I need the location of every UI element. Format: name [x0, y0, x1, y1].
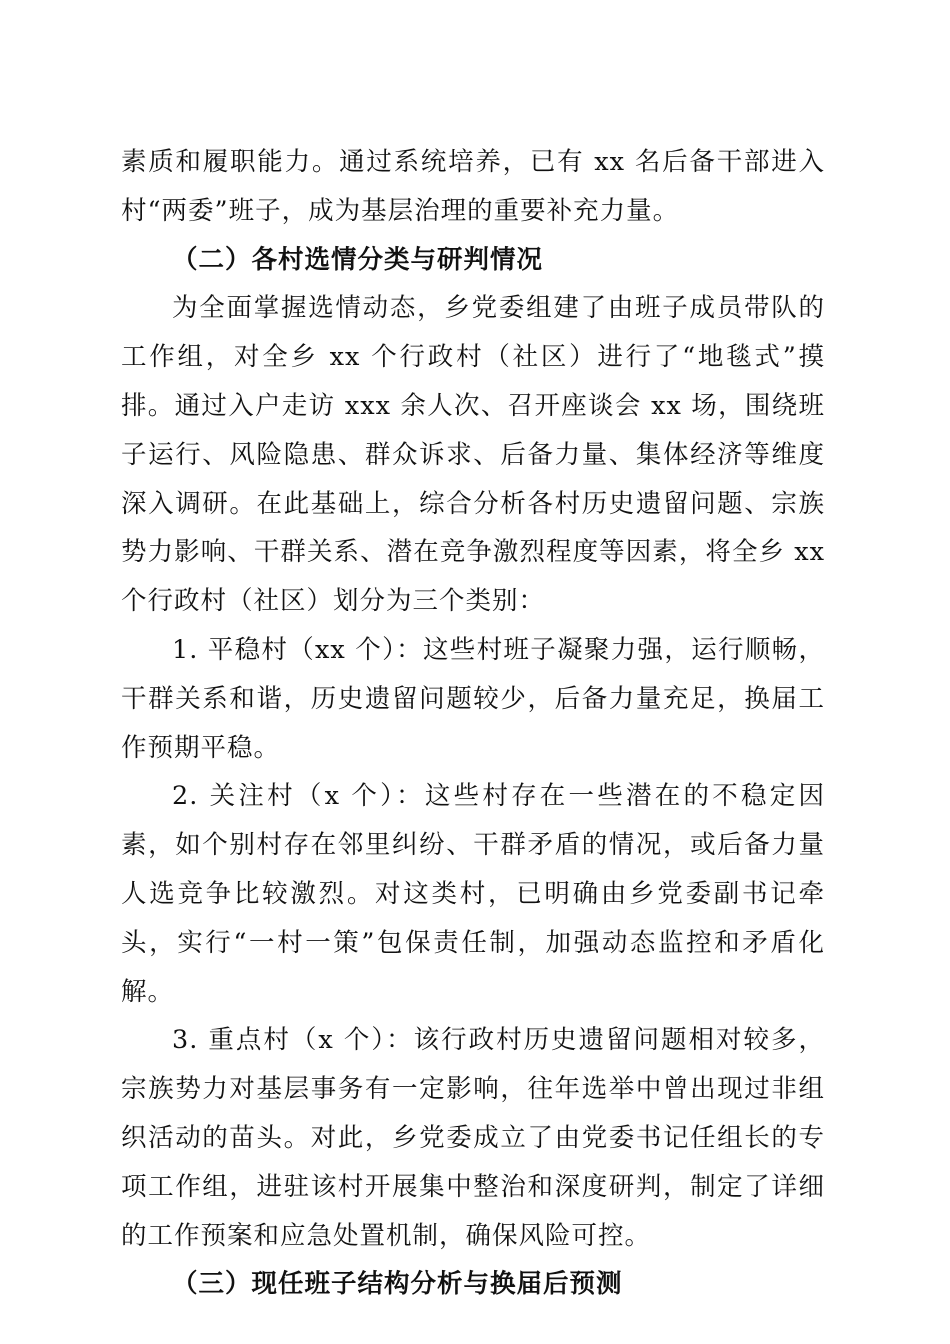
- paragraph-stable-villages: 1. 平稳村（xx 个）：这些村班子凝聚力强，运行顺畅，干群关系和谐，历史遗留问题较少，后备力量充足，换届工作预期平稳。: [121, 634, 825, 763]
- section-heading-3: （三）现任班子结构分析与换届后预测: [172, 1269, 623, 1300]
- document-page: [121, 138, 825, 1309]
- paragraph-key-villages: 3. 重点村（x 个）：该行政村历史遗留问题相对较多，宗族势力对基层事务有一定影响，往年选举中曾出现过非组织活动的苗头。对此，乡党委成立了由党委书记任组长的专项工作组，进驻该村开展集中整治和深度研判，制定了详细的工作预案和应急处置机制，确保风险可控。: [121, 1025, 825, 1251]
- paragraph-continuation: 素质和履职能力。通过系统培养，已有 xx 名后备干部进入村“两委”班子，成为基层治理的重要补充力量。: [121, 147, 825, 226]
- section-heading-2: （二）各村选情分类与研判情况: [172, 244, 544, 275]
- paragraph-survey: 为全面掌握选情动态，乡党委组建了由班子成员带队的工作组，对全乡 xx 个行政村（社区）进行了“地毯式”摸排。通过入户走访 xxx 余人次、召开座谈会 xx 场，围绕班子运行、风险隐患、群众诉求、后备力量、集体经济等维度深入调研。在此基础上，综合分析各村历史遗留问题、宗族势力影响、干群关系、潜在竞争激烈程度等因素，将全乡 xx 个行政村（社区）划分为三个类别：: [121, 293, 825, 617]
- paragraph-attention-villages: 2. 关注村（x 个）：这些村存在一些潜在的不稳定因素，如个别村存在邻里纠纷、干群矛盾的情况，或后备力量人选竞争比较激烈。对这类村，已明确由乡党委副书记牵头，实行“一村一策”包保责任制，加强动态监控和矛盾化解。: [121, 781, 825, 1007]
